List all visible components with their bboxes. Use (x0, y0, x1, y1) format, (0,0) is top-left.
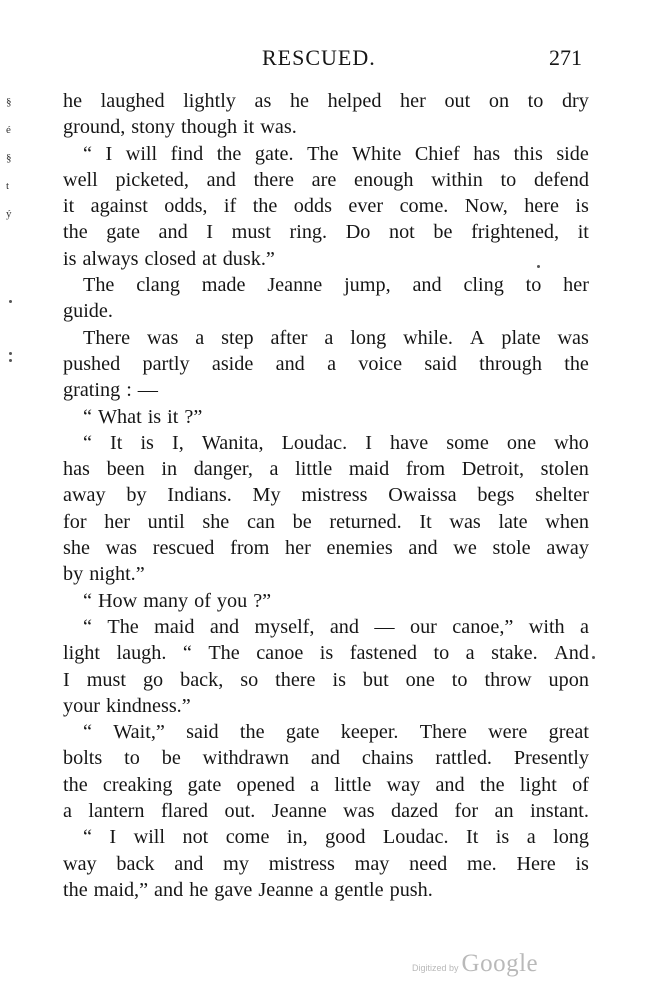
page-header (0, 42, 662, 74)
text-line: “ How many of you ?” (83, 589, 272, 612)
body-text (63, 88, 589, 903)
text-line: she was rescued from her enemies and we stole away (63, 537, 589, 560)
text-line: away by Indians. My mistress Owaissa begs shelter (63, 484, 589, 507)
margin-speck (9, 359, 12, 362)
margin-mark: § (6, 96, 12, 108)
page-speck (592, 656, 595, 659)
margin-speck (9, 300, 12, 303)
text-line: guide. (63, 300, 113, 323)
text-line: “ It is I, Wanita, Loudac. I have some one who (83, 431, 589, 454)
text-line: way back and my mistress may need me. Here is (63, 852, 589, 875)
text-line: the creaking gate opened a little way and the light of (63, 773, 589, 796)
text-line: is always closed at dusk.” (63, 247, 275, 270)
page-number: 271 (549, 45, 582, 70)
margin-mark: § (6, 152, 12, 164)
text-line: light laugh. “ The canoe is fastened to a stake. And (63, 642, 589, 665)
text-line: The clang made Jeanne jump, and cling to her (83, 274, 589, 297)
text-line: ground, stony though it was. (63, 116, 297, 139)
margin-speck (9, 352, 12, 355)
text-line: “ The maid and myself, and — our canoe,” with a (83, 615, 589, 638)
text-line: “ I will not come in, good Loudac. It is a long (83, 826, 589, 849)
text-line: your kindness.” (63, 694, 191, 717)
text-line: for her until she can be returned. It was late when (63, 510, 589, 533)
running-head: RESCUED. (262, 45, 376, 70)
text-line: pushed partly aside and a voice said through the (63, 352, 589, 375)
text-line: grating : — (63, 379, 158, 402)
text-line: the gate and I must ring. Do not be frightened, it (63, 221, 589, 244)
text-line: the maid,” and he gave Jeanne a gentle push. (63, 878, 433, 901)
margin-mark: ý (6, 208, 12, 220)
text-line: “ What is it ?” (83, 405, 203, 428)
text-line: well picketed, and there are enough within to defend (63, 168, 589, 191)
text-line: it against odds, if the odds ever come. Now, here is (63, 195, 589, 218)
watermark-prefix: Digitized by (412, 963, 459, 973)
digitized-watermark (412, 950, 538, 980)
text-line: There was a step after a long while. A plate was (83, 326, 589, 349)
text-line: has been in danger, a little maid from Detroit, stolen (63, 458, 589, 481)
text-line: “ Wait,” said the gate keeper. There were great (83, 721, 589, 744)
text-line: I must go back, so there is but one to throw upon (63, 668, 589, 691)
text-line: he laughed lightly as he helped her out on to dry (63, 90, 589, 112)
text-line: bolts to be withdrawn and chains rattled. Presently (63, 747, 589, 770)
text-line: by night.” (63, 563, 145, 586)
google-logo: Google (461, 950, 539, 977)
margin-mark: é (6, 124, 11, 136)
text-line: “ I will find the gate. The White Chief has this side (83, 142, 589, 165)
text-line: a lantern flared out. Jeanne was dazed for an instant. (63, 800, 589, 823)
margin-mark: t (6, 180, 10, 192)
